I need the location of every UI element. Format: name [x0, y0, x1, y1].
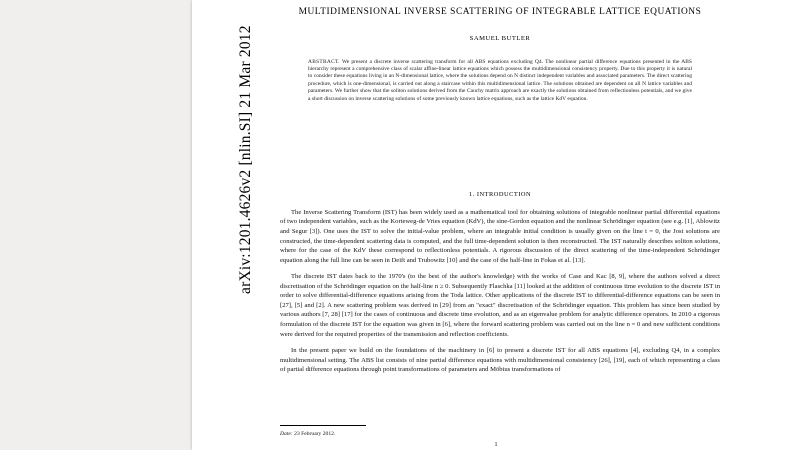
abstract-block: [308, 59, 692, 103]
paragraph: The discrete IST dates back to the 1970's (to the best of the author's knowledge) with the works of Case and Kac [8, 9], where the authors solved a direct discretisation of the Schrödinger equation on the half-line n ≥ 0. Subsequently Flaschka [11] looked at the addition of continuous time evolution to the discrete IST in order to solve differential-difference equations arising from the Toda lattice. Other applications of the discrete IST to differential-difference equations can be seen in [27], [5] and [2]. A new scattering problem was derived in [29] from an "exact" discretisation of the Schrödinger equation. This problem has since been studied by various authors [7, 28] [17] for the cases of continuous and discrete time evolution, and as an eigenvalue problem for analytic difference operators. In 2010 a rigorous formulation of the discrete IST for the equation was given in [6], where the forward scattering problem was carried out on the line n = 0 and new sufficient conditions were derived for the required properties of the transmission and reflection coefficients.: [280, 273, 720, 338]
date-label: Date:: [280, 431, 293, 437]
paper-content-column: [280, 0, 720, 450]
footnote-rule: [280, 425, 366, 426]
section-number: 1.: [468, 190, 475, 198]
page-title: MULTIDIMENSIONAL INVERSE SCATTERING OF INTEGRABLE LATTICE EQUATIONS: [298, 7, 702, 17]
section-title: INTRODUCTION: [476, 190, 532, 198]
abstract-label: ABSTRACT.: [308, 58, 340, 65]
abstract-text: We present a discrete inverse scattering transform for all ABS equations excluding Q4. The nonlinear partial difference equations presented in the ABS hierarchy represent a comprehensive class of scalar affine-linear lattice equations which possess the multidimensional consistency property. Due to this property it is natural to consider these equations living in an N-dimensional lattice, where the solutions depend on N distinct independent variables and associated parameters. The direct scattering procedure, which is one-dimensional, is carried out along a staircase within this multidimensional lattice. The solutions obtained are dependent on all N lattice variables and parameters. We further show that the soliton solutions derived from the Cauchy matrix approach are exactly the solutions obtained from reflectionless potentials, and we give a short discussion on inverse scattering solutions of some previously known lattice equations, such as the lattice KdV equation.: [308, 58, 692, 102]
page-number: 1: [494, 442, 498, 448]
body-text: [280, 208, 720, 375]
paragraph: In the present paper we build on the foundations of the machinery in [6] to present a discrete IST for all ABS equations [4], excluding Q4, in a complex multidimensional setting. The ABS list consists of nine partial difference equations with multidimensional consistency [26], [19], each of which representing a class of partial difference equations through point transformations of parameters and Möbius transformations of: [280, 347, 720, 374]
arxiv-identifier-stamp: arXiv:1201.4626v2 [nlin.SI] 21 Mar 2012: [237, 25, 254, 294]
paragraph: The Inverse Scattering Transform (IST) has been widely used as a mathematical tool for obtaining solutions of integrable nonlinear partial differential equations of two independent variables, such as the Korteweg-de Vries equation (KdV), the sine-Gordon equation and the nonlinear Schrödinger equation (see e.g. [1], Ablowitz and Segur [3]). One uses the IST to solve the initial-value problem, where an integrable initial condition is usually given on the line t = 0, the Jost solutions are constructed, the time-dependent scattering data is computed, and the full time-dependent solution is then reconstructed. The IST naturally describes soliton solutions, where for the case of the KdV these correspond to reflectionless potentials. A rigorous discussion of the direct scattering of the time-independent Schrödinger equation along the full line can be seen in Deift and Trubowitz [10] and the case of the half-line in Fokas et al. [13].: [280, 208, 720, 264]
author-name: SAMUEL BUTLER: [469, 34, 531, 42]
date-value: 23 February 2012.: [294, 431, 336, 437]
section-heading: [280, 191, 720, 198]
paper-page: [192, 0, 800, 450]
date-footnote: [280, 431, 335, 437]
